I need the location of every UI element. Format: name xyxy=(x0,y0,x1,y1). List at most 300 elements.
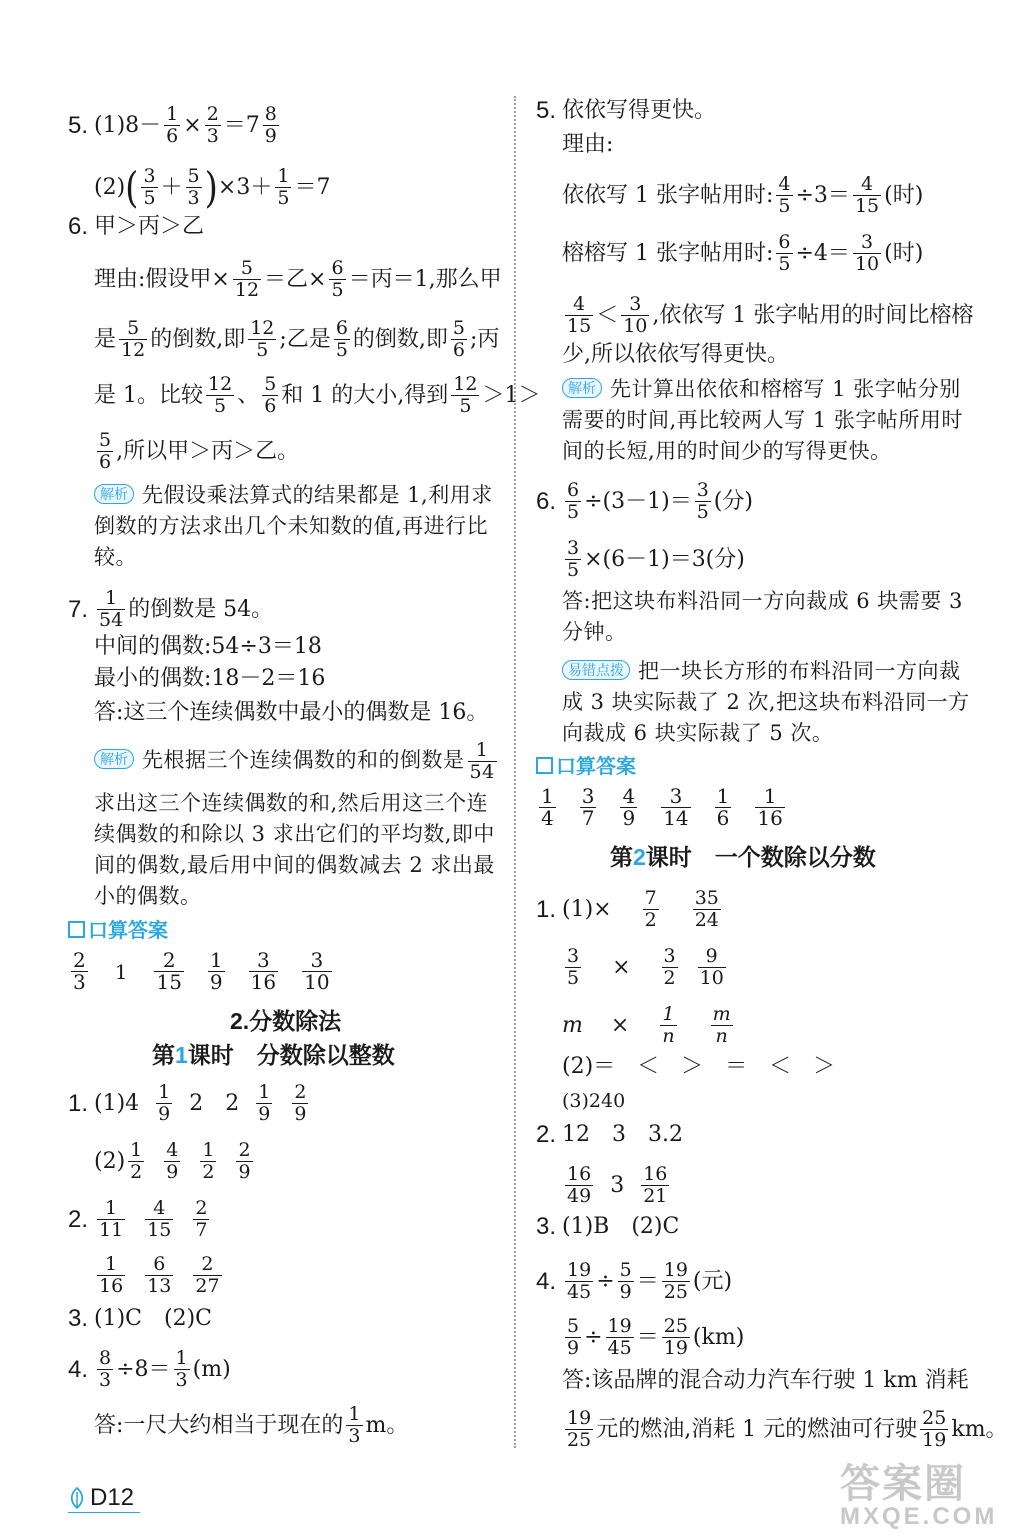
fraction xyxy=(128,1140,144,1183)
r-q6-line1 xyxy=(536,480,753,523)
watermark xyxy=(840,1452,1030,1532)
q7-line1 xyxy=(68,588,273,631)
numerator: 3 xyxy=(567,537,580,559)
numerator: 2 xyxy=(238,1139,251,1161)
text: (1)C (2)C xyxy=(94,1306,212,1331)
numerator: 1 xyxy=(175,1347,188,1369)
denominator: 24 xyxy=(694,909,719,931)
q7-analysis xyxy=(94,740,504,783)
oral-answer xyxy=(208,950,225,993)
r-q5-line2 xyxy=(562,232,923,275)
r-q5-answer xyxy=(536,96,716,126)
denominator: 9 xyxy=(619,1281,632,1303)
oral-answer xyxy=(71,950,88,993)
oral-heading xyxy=(536,754,636,780)
q7-line3: 最小的偶数:18－2＝16 xyxy=(94,666,326,691)
text: 第 xyxy=(152,1042,175,1068)
fraction xyxy=(776,174,792,217)
tip-text: 把一块长方形的布料沿同一方向裁成 3 块实际裁了 2 次,把这块布料沿同一方向裁成 6 块实际裁了 5 次。 xyxy=(562,659,970,745)
denominator: 27 xyxy=(195,1275,220,1297)
numerator: 1 xyxy=(662,1003,675,1025)
denominator: 9 xyxy=(264,125,277,147)
checkbox-icon xyxy=(68,921,85,938)
r-s4-line1 xyxy=(536,1260,732,1303)
expr-text: × xyxy=(183,112,202,138)
fraction xyxy=(119,318,147,361)
text: ÷8＝ xyxy=(116,1356,171,1382)
numerator: 3 xyxy=(696,479,709,501)
fraction xyxy=(565,1260,593,1303)
numerator: 7 xyxy=(644,887,657,909)
text: ＝乙× xyxy=(264,266,327,292)
expr-text: ×3＋ xyxy=(217,174,273,200)
heading-text: 口算答案 xyxy=(88,920,168,942)
fraction xyxy=(263,104,279,147)
numerator: 1 xyxy=(541,784,554,808)
text: 和 1 的大小,得到 xyxy=(281,382,449,408)
fraction xyxy=(156,1082,172,1125)
denominator: 9 xyxy=(622,806,636,830)
numerator: 5 xyxy=(452,317,465,339)
numerator: 1 xyxy=(166,103,179,125)
numerator: 3 xyxy=(143,165,156,187)
numerator: 12 xyxy=(453,373,478,395)
denominator: 5 xyxy=(459,395,472,417)
q6-reason-line1 xyxy=(94,258,502,301)
numerator: 4 xyxy=(622,784,636,808)
q7-answer: 答:这三个连续偶数中最小的偶数是 16。 xyxy=(94,700,489,725)
text: 答:一尺大约相当于现在的 xyxy=(94,1412,344,1438)
numerator: 12 xyxy=(208,373,233,395)
question-number: 3. xyxy=(536,1213,557,1240)
numerator: 3 xyxy=(581,784,595,808)
lesson-title xyxy=(610,842,876,872)
denominator: 16 xyxy=(757,806,783,830)
fraction xyxy=(662,1316,690,1359)
fraction xyxy=(205,104,221,147)
text: 的倒数是 54。 xyxy=(128,596,274,622)
numerator: 1 xyxy=(763,784,777,808)
numerator: 9 xyxy=(705,945,718,967)
denominator: 9 xyxy=(209,970,223,994)
text: (时) xyxy=(884,182,924,208)
numerator: 1 xyxy=(348,1403,361,1425)
q6-reason-line2 xyxy=(94,318,499,361)
denominator: 5 xyxy=(567,501,580,523)
oral-answer xyxy=(661,786,690,829)
denominator: 5 xyxy=(778,253,791,275)
analysis-tag: 解析 xyxy=(94,749,134,769)
denominator: 19 xyxy=(663,1337,688,1359)
q6-reason-line4 xyxy=(94,430,299,473)
numerator: 19 xyxy=(567,1407,592,1429)
numerator: 5 xyxy=(127,317,140,339)
fraction xyxy=(565,946,581,989)
fraction xyxy=(643,888,659,931)
question-number: 2. xyxy=(68,1205,89,1233)
denominator: n xyxy=(715,1025,728,1047)
oral-answer xyxy=(249,950,278,993)
numerator: 3 xyxy=(310,948,324,972)
s4-answer xyxy=(94,1404,408,1447)
denominator: 12 xyxy=(234,279,260,301)
question-number: 4. xyxy=(536,1267,557,1295)
footer-underline xyxy=(68,1512,140,1513)
fraction xyxy=(618,1260,634,1303)
text: 12 3 3.2 xyxy=(562,1122,683,1147)
expr-text: (2) xyxy=(94,174,126,200)
numerator: 25 xyxy=(922,1407,947,1429)
fraction xyxy=(711,1004,733,1047)
denominator: n xyxy=(662,1025,675,1047)
numerator: 6 xyxy=(335,317,348,339)
denominator: 45 xyxy=(607,1337,632,1359)
numerator: 19 xyxy=(663,1259,688,1281)
text: ＝丙＝1,那么甲 xyxy=(348,266,502,292)
r-s4-answer2 xyxy=(562,1408,1008,1451)
fraction xyxy=(660,1004,676,1047)
denominator: 6 xyxy=(452,339,465,361)
denominator: 3 xyxy=(187,187,200,209)
text: 依依写得更快。 xyxy=(562,98,717,123)
numerator: 8 xyxy=(99,1347,112,1369)
text: ,所以甲＞丙＞乙。 xyxy=(116,438,300,464)
answer-text: 甲＞丙＞乙 xyxy=(94,214,205,239)
oral-answers xyxy=(68,950,335,993)
denominator: 54 xyxy=(469,761,495,783)
denominator: 2 xyxy=(202,1161,215,1183)
denominator: 10 xyxy=(699,967,724,989)
denominator: 5 xyxy=(256,339,269,361)
text: ÷4＝ xyxy=(795,240,850,266)
denominator: 10 xyxy=(304,970,330,994)
numerator: 6 xyxy=(567,479,580,501)
fraction xyxy=(346,1404,362,1447)
denominator: 10 xyxy=(854,253,880,275)
expr-text: ＝7 xyxy=(223,112,260,138)
r-q5-line1 xyxy=(562,174,923,217)
denominator: 5 xyxy=(331,279,344,301)
numerator: 35 xyxy=(694,887,719,909)
numerator: 25 xyxy=(663,1315,688,1337)
watermark-site: MXQE.COM xyxy=(840,1503,998,1530)
text: 的倒数,即 xyxy=(150,326,246,352)
text: (1)B (2)C xyxy=(562,1214,680,1239)
fraction xyxy=(174,1348,190,1391)
question-number: 1. xyxy=(536,895,557,923)
s1-line1 xyxy=(68,1082,311,1125)
denominator: 3 xyxy=(175,1369,188,1391)
oral-answer xyxy=(620,786,637,829)
denominator: 49 xyxy=(567,1185,592,1207)
oral-heading xyxy=(68,918,168,944)
fraction xyxy=(662,1260,690,1303)
fraction xyxy=(200,1140,216,1183)
numerator: 19 xyxy=(607,1315,632,1337)
numerator: 2 xyxy=(162,948,176,972)
fraction xyxy=(853,174,881,217)
text: × xyxy=(610,1012,630,1038)
q5-line2 xyxy=(94,162,331,213)
text: ＝ xyxy=(636,1268,659,1294)
numerator: 5 xyxy=(240,257,253,279)
r-s1-line2 xyxy=(562,946,729,989)
numerator: 5 xyxy=(567,1315,580,1337)
r-q5-line4: 少,所以依依写得更快。 xyxy=(562,342,789,367)
expr-text: ＋ xyxy=(160,174,183,200)
denominator: 5 xyxy=(143,187,156,209)
fraction xyxy=(468,740,497,783)
denominator: 3 xyxy=(348,1425,361,1447)
text: m xyxy=(562,1012,583,1038)
text: 2 2 xyxy=(189,1090,240,1116)
denominator: 15 xyxy=(854,195,880,217)
oral-answer xyxy=(715,786,732,829)
paren-open: ( xyxy=(125,162,139,213)
numerator: 1 xyxy=(105,1197,118,1219)
numerator: 1 xyxy=(716,784,730,808)
r-s4-answer1: 答:该品牌的混合动力汽车行驶 1 km 消耗 xyxy=(562,1368,969,1393)
text: (1)4 xyxy=(94,1090,140,1116)
question-number: 2. xyxy=(536,1121,557,1148)
fraction xyxy=(606,1316,634,1359)
lesson-number: 2 xyxy=(633,844,646,870)
numerator: 4 xyxy=(166,1139,179,1161)
text: ÷ xyxy=(596,1268,615,1294)
fraction xyxy=(256,1082,272,1125)
denominator: 16 xyxy=(250,970,277,994)
text: ÷ xyxy=(584,1324,603,1350)
fraction xyxy=(145,1254,173,1297)
numerator: 1 xyxy=(202,1139,215,1161)
tip-tag: 易错点拨 xyxy=(562,660,630,680)
fraction xyxy=(275,166,291,209)
denominator: 9 xyxy=(238,1161,251,1183)
oral-answer xyxy=(302,950,331,993)
denominator: 25 xyxy=(663,1281,688,1303)
text: 理由:假设甲× xyxy=(94,266,230,292)
denominator: 19 xyxy=(922,1429,947,1451)
question-number: 7. xyxy=(68,595,89,623)
numerator: 16 xyxy=(643,1163,668,1185)
r-s1-line1 xyxy=(536,888,724,931)
denominator: 5 xyxy=(214,395,227,417)
numerator: 1 xyxy=(158,1081,171,1103)
fraction xyxy=(451,318,467,361)
numerator: 6 xyxy=(153,1253,166,1275)
text: 第 xyxy=(610,844,633,870)
question-number: 5. xyxy=(68,111,89,139)
r-q5-reason: 理由: xyxy=(562,132,614,157)
denominator: 14 xyxy=(663,806,689,830)
denominator: 2 xyxy=(644,909,657,931)
fraction xyxy=(565,1164,593,1207)
q6-analysis xyxy=(94,480,504,573)
denominator: 10 xyxy=(623,315,648,337)
fraction xyxy=(693,888,721,931)
question-number: 4. xyxy=(68,1355,89,1383)
fraction xyxy=(565,480,581,523)
fraction xyxy=(662,946,678,989)
denominator: 7 xyxy=(581,806,595,830)
fraction xyxy=(621,294,649,337)
analysis-text: 先计算出依依和榕榕写 1 张字帖分别需要的时间,再比较两人写 1 张字帖所用时间的长短,用的时间少的写得更快。 xyxy=(562,377,963,463)
fraction xyxy=(698,946,726,989)
oral-answer xyxy=(539,786,556,829)
numerator: 5 xyxy=(99,429,112,451)
denominator: 3 xyxy=(73,970,86,994)
oral-answer: 1 xyxy=(114,959,128,984)
denominator: 6 xyxy=(166,125,179,147)
fraction xyxy=(920,1408,948,1451)
right-column xyxy=(536,0,1008,1536)
text: ;丙 xyxy=(470,326,500,352)
analysis-text: 先假设乘法算式的结果都是 1,利用求倒数的方法求出几个未知数的值,再进行比较。 xyxy=(94,483,493,569)
lesson-number: 1 xyxy=(175,1042,188,1068)
s1-line2 xyxy=(94,1140,256,1183)
fraction xyxy=(292,1082,308,1125)
r-q6-tip xyxy=(562,656,974,749)
paren-close: ) xyxy=(204,162,218,213)
denominator: 6 xyxy=(716,806,730,830)
denominator: 3 xyxy=(206,125,219,147)
watermark-logo: 答案圈 xyxy=(840,1462,966,1506)
fraction xyxy=(164,104,180,147)
denominator: 21 xyxy=(643,1185,668,1207)
numerator: 3 xyxy=(860,231,874,253)
fraction xyxy=(97,430,113,473)
numerator: 3 xyxy=(663,945,676,967)
r-s1-part3: (3)240 xyxy=(562,1090,626,1112)
text: 课时 一个数除以分数 xyxy=(645,844,876,870)
numerator: 2 xyxy=(206,103,219,125)
numerator: 12 xyxy=(250,317,275,339)
numerator: 5 xyxy=(619,1259,632,1281)
s2-line2 xyxy=(94,1254,225,1297)
r-q6-answer: 答:把这块布料沿同一方向裁成 6 块需要 3 分钟。 xyxy=(562,589,963,644)
fraction xyxy=(236,1140,252,1183)
oral-answers xyxy=(536,786,788,829)
q6-answer xyxy=(68,212,204,242)
r-s3 xyxy=(536,1212,679,1242)
r-s1-part2: (2)＝ ＜ ＞ ＝ ＜ ＞ xyxy=(562,1054,836,1079)
text: ＜ xyxy=(596,302,619,328)
numerator: 6 xyxy=(778,231,791,253)
denominator: 5 xyxy=(696,501,709,523)
numerator: 4 xyxy=(573,293,586,315)
question-number: 6. xyxy=(68,213,89,240)
denominator: 4 xyxy=(541,806,554,830)
text: ＝ xyxy=(636,1324,659,1350)
fraction xyxy=(206,374,234,417)
denominator: 11 xyxy=(99,1219,124,1241)
text: m。 xyxy=(365,1412,409,1438)
section-title: 2.分数除法 xyxy=(230,1008,342,1034)
numerator: 4 xyxy=(860,173,874,195)
text: ÷3＝ xyxy=(795,182,850,208)
oral-answer xyxy=(580,786,597,829)
lesson-title xyxy=(152,1040,395,1070)
page-footer xyxy=(68,1484,134,1512)
numerator: 19 xyxy=(567,1259,592,1281)
numerator: 1 xyxy=(105,1253,118,1275)
denominator: 45 xyxy=(567,1281,592,1303)
r-q5-analysis xyxy=(562,374,974,467)
r-s1-line3 xyxy=(562,1004,736,1047)
denominator: 13 xyxy=(147,1275,172,1297)
text: 的倒数,即 xyxy=(352,326,448,352)
denominator: 9 xyxy=(166,1161,179,1183)
denominator: 5 xyxy=(335,339,348,361)
left-column xyxy=(68,0,541,1536)
fraction xyxy=(695,480,711,523)
text: 元的燃油,消耗 1 元的燃油可行驶 xyxy=(596,1416,918,1442)
denominator: 15 xyxy=(156,970,182,994)
oral-answer xyxy=(154,950,183,993)
denominator: 16 xyxy=(99,1275,124,1297)
text: ;乙是 xyxy=(279,326,331,352)
text: ×(6－1)＝3(分) xyxy=(584,546,745,572)
page-number: D12 xyxy=(90,1484,135,1511)
r-s4-line2 xyxy=(562,1316,744,1359)
s3 xyxy=(68,1304,212,1334)
text: (元) xyxy=(692,1268,733,1294)
text: 榕榕写 1 张字帖用时: xyxy=(562,240,774,266)
fraction xyxy=(334,318,350,361)
s4-line1 xyxy=(68,1348,231,1391)
fraction xyxy=(565,1408,593,1451)
numerator: 3 xyxy=(669,784,683,808)
expr-text: (1)8－ xyxy=(94,112,162,138)
text: 课时 分数除以整数 xyxy=(187,1042,395,1068)
fraction xyxy=(97,1198,125,1241)
numerator: 1 xyxy=(209,948,223,972)
denominator: 5 xyxy=(778,195,791,217)
fraction xyxy=(641,1164,669,1207)
text: (1)× xyxy=(562,896,612,922)
denominator: 6 xyxy=(99,451,112,473)
q6-reason-line3 xyxy=(94,374,540,417)
column-divider xyxy=(514,96,516,1448)
numerator: 1 xyxy=(105,587,118,609)
question-number: 1. xyxy=(68,1089,89,1117)
text: 3 xyxy=(610,1172,625,1198)
fraction xyxy=(853,232,881,275)
fraction xyxy=(262,374,278,417)
denominator: 12 xyxy=(121,339,146,361)
fraction xyxy=(451,374,479,417)
denominator: 2 xyxy=(130,1161,143,1183)
q7-analysis-cont: 求出这三个连续偶数的和,然后用这三个连续偶数的和除以 3 求出它们的平均数,即中间的偶数,最后用中间的偶数减去 2 求出最小的偶数。 xyxy=(94,791,495,908)
denominator: 5 xyxy=(277,187,290,209)
fraction xyxy=(233,258,261,301)
denominator: 3 xyxy=(99,1369,112,1391)
numerator: 2 xyxy=(195,1197,208,1219)
denominator: 5 xyxy=(567,559,580,581)
denominator: 15 xyxy=(567,315,592,337)
text: (km) xyxy=(692,1324,745,1350)
numerator: 4 xyxy=(153,1197,166,1219)
numerator: 4 xyxy=(778,173,791,195)
text: ＞1＞ xyxy=(482,382,541,408)
r-q6-line2 xyxy=(562,538,745,581)
heading-text: 口算答案 xyxy=(556,756,636,778)
numerator: 2 xyxy=(73,948,86,972)
r-s2-line1 xyxy=(536,1120,683,1150)
denominator: 7 xyxy=(195,1219,208,1241)
denominator: 15 xyxy=(147,1219,172,1241)
denominator: 9 xyxy=(294,1103,307,1125)
